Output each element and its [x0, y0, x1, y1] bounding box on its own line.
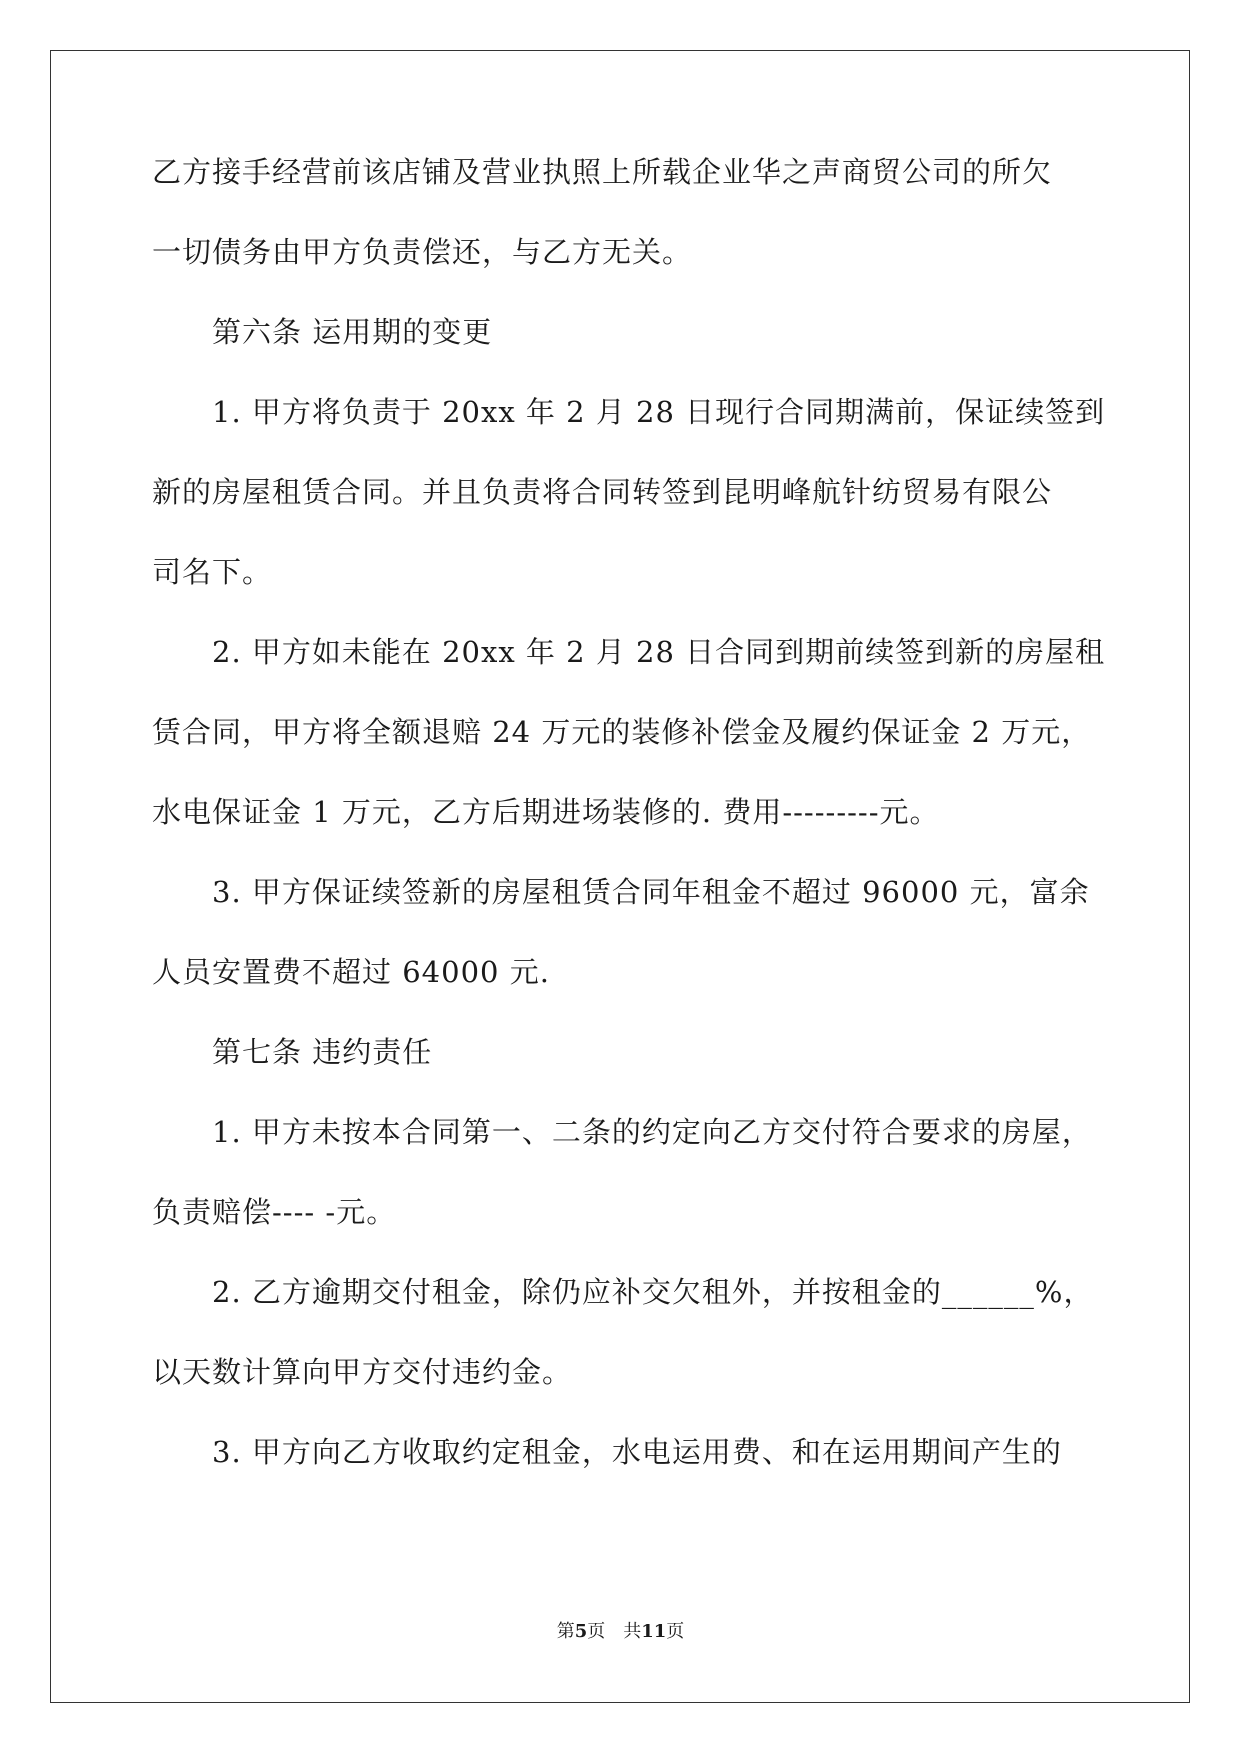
footer-page-total: 11 [641, 1621, 667, 1642]
footer-page-current: 5 [574, 1621, 588, 1642]
paragraph-line: 3. 甲方保证续签新的房屋租赁合同年租金不超过 96000 元，富余 [212, 875, 1090, 909]
footer-suffix: 页 [666, 1621, 685, 1642]
paragraph-line: 一切债务由甲方负责偿还，与乙方无关。 [152, 235, 693, 269]
paragraph-line: 负责赔偿---- -元。 [152, 1195, 397, 1229]
footer-prefix: 第 [556, 1621, 575, 1642]
paragraph-line: 司名下。 [152, 555, 273, 589]
paragraph-line: 水电保证金 1 万元，乙方后期进场装修的. 费用---------元。 [152, 795, 940, 829]
paragraph-line: 2. 甲方如未能在 20xx 年 2 月 28 日合同到期前续签到新的房屋租 [212, 635, 1106, 669]
paragraph-line: 2. 乙方逾期交付租金，除仍应补交欠租外，并按租金的______%， [212, 1275, 1094, 1309]
paragraph-line: 1. 甲方未按本合同第一、二条的约定向乙方交付符合要求的房屋， [212, 1115, 1092, 1149]
section-heading: 第七条 违约责任 [212, 1035, 433, 1069]
paragraph-line: 新的房屋租赁合同。并且负责将合同转签到昆明峰航针纺贸易有限公 [152, 475, 1053, 509]
section-heading: 第六条 运用期的变更 [212, 315, 493, 349]
paragraph-line: 赁合同，甲方将全额退赔 24 万元的装修补偿金及履约保证金 2 万元， [152, 715, 1092, 749]
paragraph-line: 乙方接手经营前该店铺及营业执照上所载企业华之声商贸公司的所欠 [152, 155, 1053, 189]
paragraph-line: 以天数计算向甲方交付违约金。 [152, 1355, 573, 1389]
paragraph-line: 1. 甲方将负责于 20xx 年 2 月 28 日现行合同期满前，保证续签到 [212, 395, 1106, 429]
footer-mid: 页 共 [587, 1621, 642, 1642]
page-footer [0, 1620, 1241, 1644]
paragraph-line: 人员安置费不超过 64000 元. [152, 955, 550, 989]
paragraph-line: 3. 甲方向乙方收取约定租金，水电运用费、和在运用期间产生的 [212, 1435, 1062, 1469]
